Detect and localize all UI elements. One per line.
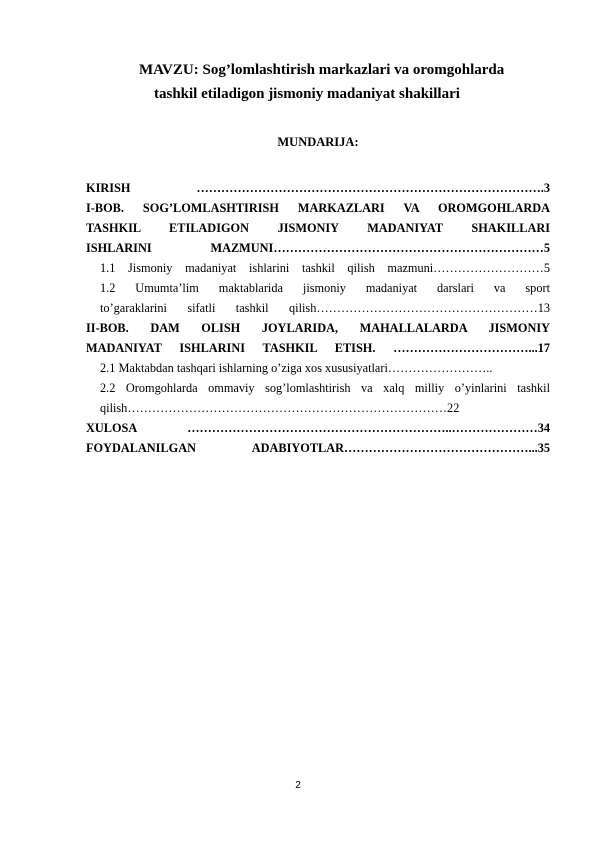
toc-entry-2-2-line2: qilish……………………………………………………………………22 (100, 401, 460, 415)
toc-entry-1-2-line2: to’garaklarini sifatli tashkil qilish………………………………………………13 (100, 301, 550, 315)
title-line-2: tashkil etiladigon jismoniy madaniyat shakillari (154, 86, 460, 102)
toc-entry-2-1: 2.1 Maktabdan tashqari ishlarning o’ziga xos xususiyatlari…………………….. (100, 361, 493, 375)
toc-entry-adabiyotlar: FOYDALANILGAN ADABIYOTLAR………………………………………...35 (86, 441, 550, 455)
toc-entry-2-2-line1: 2.2 Oromgohlarda ommaviy sog’lomlashtirish va xalq milliy o’yinlarini tashkil (100, 381, 550, 395)
toc-entry-kirish: KIRISH ………………………………………………………………………….3 (86, 181, 550, 195)
toc-entry-bob1-line1: I-BOB. SOG’LOMLASHTIRISH MARKAZLARI VA OROMGOHLARDA (86, 201, 550, 215)
toc-entry-xulosa: XULOSA ………………………………………………………..…………………34 (86, 421, 550, 435)
toc-heading: MUNDARIJA: (277, 135, 359, 149)
toc-entry-bob2-line1: II-BOB. DAM OLISH JOYLARIDA, MAHALLALARDA JISMONIY (86, 321, 550, 335)
table-of-contents (86, 178, 550, 458)
toc-entry-bob1-line2: TASHKIL ETILADIGON JISMONIY MADANIYAT SHAKILLARI (86, 221, 550, 235)
toc-entry-bob1-line3: ISHLARINI MAZMUNI…………………………………………………………5 (86, 241, 550, 255)
toc-entry-bob2-line2: MADANIYAT ISHLARINI TASHKIL ETISH. ……………………………...17 (86, 341, 550, 355)
title-line-1: MAVZU: Sog’lomlashtirish markazlari va oromgohlarda (139, 62, 505, 78)
toc-entry-1-1: 1.1 Jismoniy madaniyat ishlarini tashkil qilish mazmuni………………………5 (100, 261, 550, 275)
page-number: 2 (295, 780, 301, 791)
toc-entry-1-2-line1: 1.2 Umumta’lim maktablarida jismoniy madaniyat darslari va sport (100, 281, 550, 295)
